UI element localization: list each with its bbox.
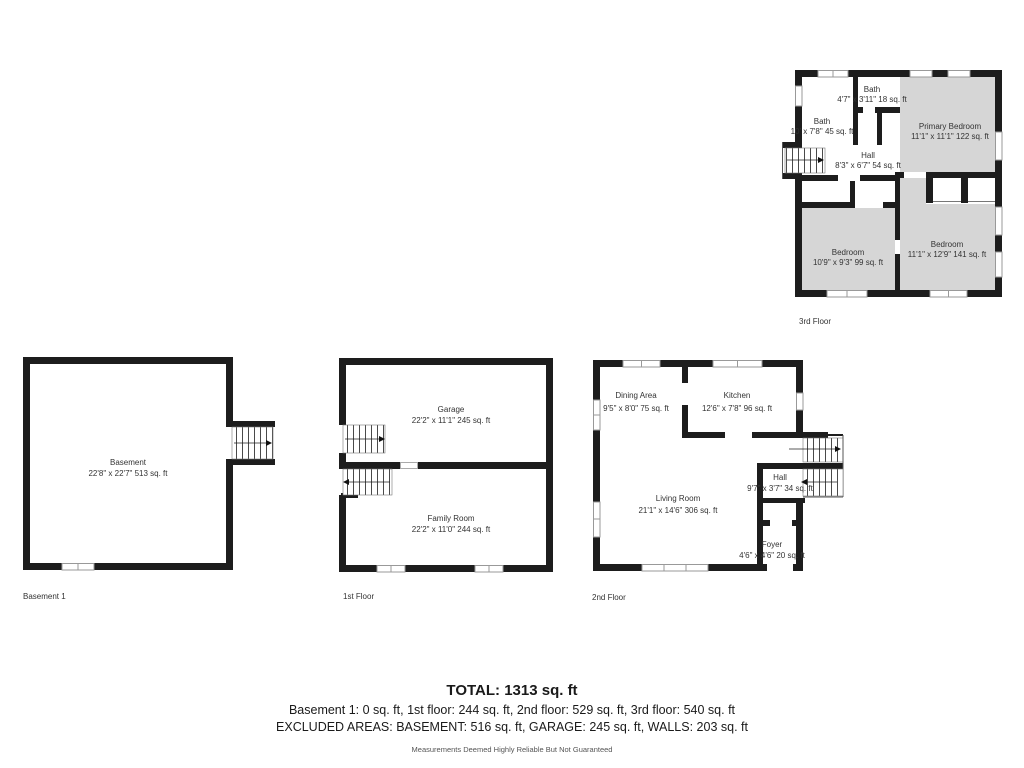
room-dims-garage: 22'2" x 11'1" 245 sq. ft	[411, 416, 491, 425]
doorway-opening	[401, 463, 418, 469]
room-label-bedroom-right: Bedroom	[930, 240, 964, 249]
room-label-kitchen: Kitchen	[723, 391, 751, 400]
floor-areas-line: Basement 1: 0 sq. ft, 1st floor: 244 sq. ft, 2nd floor: 529 sq. ft, 3rd floor: 540 sq. ft	[288, 703, 736, 717]
room-dims-family-room: 22'2" x 11'0" 244 sq. ft	[411, 525, 491, 534]
room-label-foyer: Foyer	[761, 540, 783, 549]
walls	[339, 358, 553, 572]
room-label-dining-area: Dining Area	[615, 391, 657, 400]
room-label-living-room: Living Room	[655, 494, 701, 503]
room-dims-bath-small: 4'7" x 3'11" 18 sq. ft	[837, 95, 907, 104]
room-dims-living-room: 21'1" x 14'6" 306 sq. ft	[638, 506, 718, 515]
excluded-areas-line: EXCLUDED AREAS: BASEMENT: 516 sq. ft, GARAGE: 245 sq. ft, WALLS: 203 sq. ft	[276, 719, 748, 734]
second-floor-plan	[585, 352, 850, 577]
staircase-up	[343, 425, 385, 453]
basement-plan	[20, 355, 278, 573]
room-dims-bedroom-right: 11'1" x 12'9" 141 sq. ft	[907, 250, 987, 259]
room-dims-basement: 22'8" x 22'7" 513 sq. ft	[88, 469, 168, 478]
room-label-hall: Hall	[773, 473, 787, 482]
room-label-bath: Bath	[813, 117, 831, 126]
staircase-down	[343, 469, 392, 495]
room-label-basement: Basement	[109, 458, 147, 467]
disclaimer-text: Measurements Deemed Highly Reliable But Not Guaranteed	[411, 745, 613, 754]
room-dims-kitchen: 12'6" x 7'8" 96 sq. ft	[701, 404, 773, 413]
area-summary	[0, 682, 1024, 754]
third-floor-plan	[780, 62, 1012, 307]
caption-basement: Basement 1	[23, 592, 66, 601]
caption-second-floor: 2nd Floor	[592, 593, 626, 602]
room-dims-foyer: 4'6" x 4'6" 20 sq. ft	[739, 551, 805, 560]
room-dims-dining-area: 9'5" x 8'0" 75 sq. ft	[603, 404, 669, 413]
room-label-primary-bedroom: Primary Bedroom	[918, 122, 982, 131]
room-label-family-room: Family Room	[427, 514, 475, 523]
room-label-bedroom-left: Bedroom	[831, 248, 865, 257]
room-label-bath-small: Bath	[863, 85, 881, 94]
room-dims-hall: 9'7" x 3'7" 34 sq. ft	[747, 484, 813, 493]
room-dims-bedroom-left: 10'9" x 9'3" 99 sq. ft	[812, 258, 884, 267]
staircase	[232, 427, 273, 459]
caption-first-floor: 1st Floor	[343, 592, 375, 601]
walls	[23, 357, 275, 570]
first-floor-plan	[335, 355, 555, 575]
caption-third-floor: 3rd Floor	[799, 317, 832, 326]
total-area: TOTAL: 1313 sq. ft	[446, 682, 578, 699]
room-dims-hall: 8'3" x 6'7" 54 sq. ft	[835, 161, 901, 170]
room-dims-bath: 10' x 7'8" 45 sq. ft	[790, 127, 854, 136]
room-dims-primary-bedroom: 11'1" x 11'1" 122 sq. ft	[911, 132, 989, 141]
room-label-garage: Garage	[437, 405, 465, 414]
windows	[62, 564, 94, 571]
room-label-hall: Hall	[861, 151, 875, 160]
